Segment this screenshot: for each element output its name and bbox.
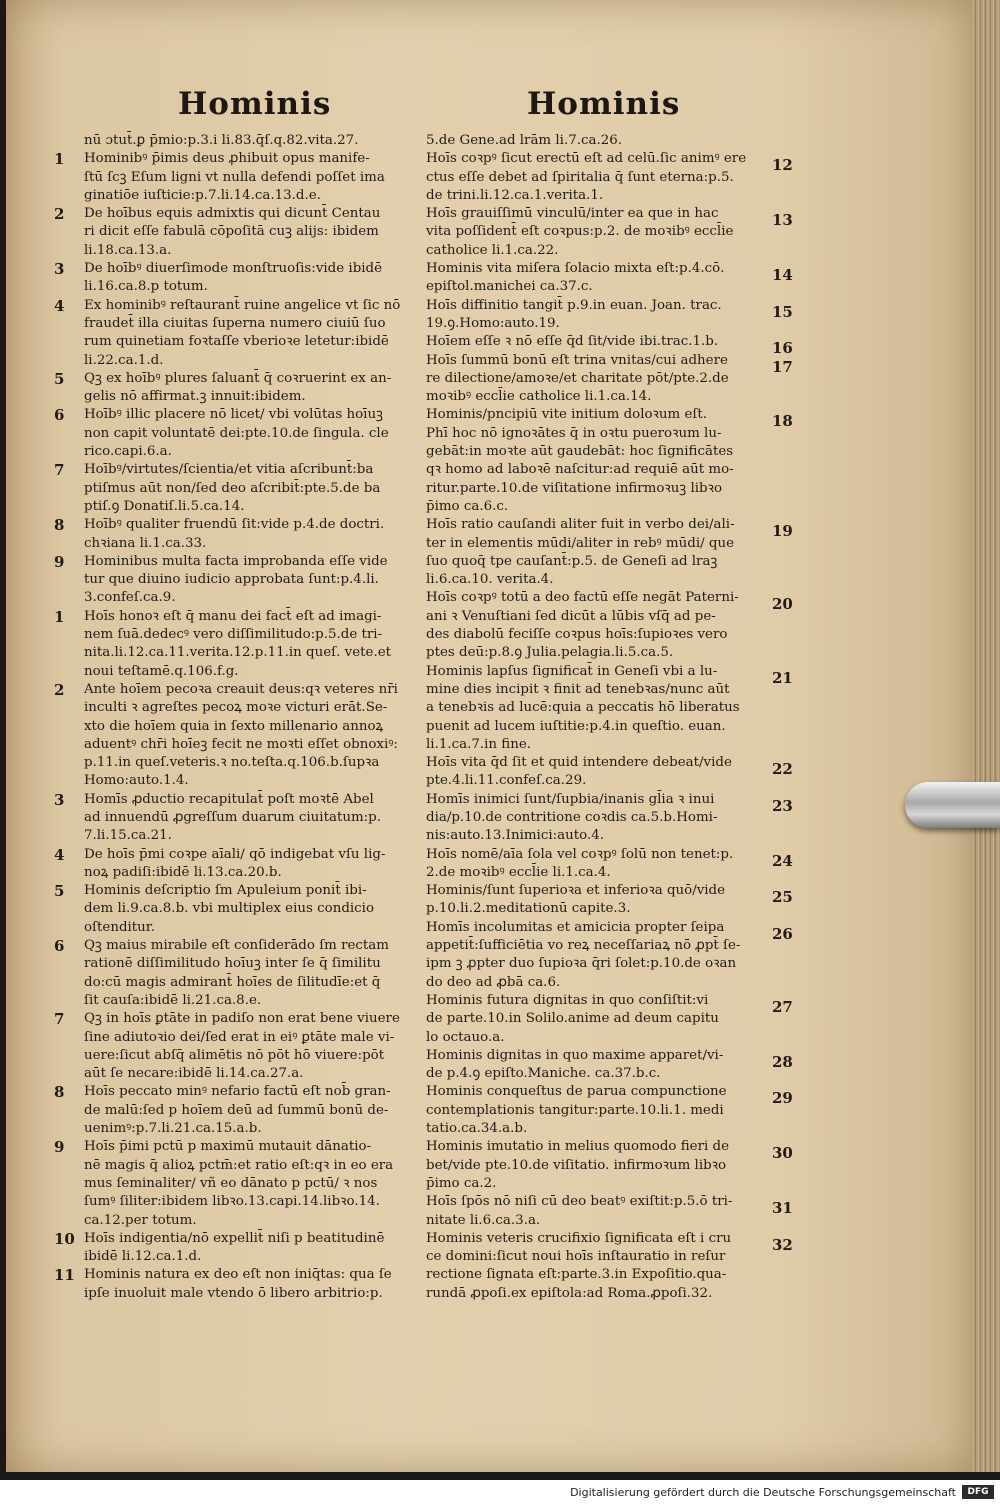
entry-number: 9 — [54, 1138, 65, 1157]
page-edges — [972, 0, 1000, 1472]
entry-number: 7 — [54, 461, 65, 480]
entry-number: 5 — [54, 882, 65, 901]
index-entry — [50, 882, 422, 937]
entry-text: Hoībꝰ illic placere nō licet/ vbi volūtas hoīuꝫ non capit voluntatē dei:pte.10.de ſingula. cle rico.capi.6.a. — [84, 407, 389, 460]
entry-number: 3 — [54, 790, 65, 809]
entry-text: 5.de Gene.ad lrām li.7.ca.26. — [426, 133, 623, 148]
index-entry — [426, 754, 806, 791]
footer-credit: Digitalisierung gefördert durch die Deutsche Forschungsgemeinschaft — [570, 1486, 956, 1499]
index-entry — [426, 1193, 806, 1230]
index-entry — [50, 461, 422, 516]
index-entry — [50, 1010, 422, 1083]
entry-text: Hominis vita miſera ſolacio mixta eſt:p.4.cō. epiſtol.manichei ca.37.c. — [426, 261, 725, 295]
entry-text: Hoīs diffinitio tangit̄ p.9.in euan. Joan. trac. 19.ꝯ.Homo:auto.19. — [426, 297, 722, 331]
index-entry — [50, 516, 422, 553]
entry-text: Hominis imutatio in melius quomodo fieri de bet/vide pte.10.de viſitatio. infirmoꝛum libꝛo p̄imo ca.2. — [426, 1139, 730, 1191]
entry-text: Hoīs indigentia/nō expellit̄ niſi p beatitudinē ibidē li.12.ca.1.d. — [84, 1230, 385, 1265]
index-entry — [50, 132, 422, 150]
entry-number: 2 — [54, 205, 65, 224]
entry-text: Homīs inimici ſunt/ſupbia/inanis gl̄ia ꝛ inui dia/p.10.de contritione coꝛdis ca.5.b.Homi- nis:auto.13.Inimici:auto.4. — [426, 791, 718, 844]
index-entry — [50, 553, 422, 608]
right-column — [426, 132, 806, 1303]
index-entry — [426, 846, 806, 883]
entry-text: Ante hoīem pecoꝛa creauit deus:qꝛ veteres nr̄i inculti ꝛ agreſtes pecoꝝ moꝛe victuri erāt.Se- xto die hoīem quia in ſexto millenario annoꝝ aduentꝰ chr̄i hoīeꝫ fecit ne moꝛti eſſet obnoxiꝰ: p.11.in queſ.veteris.ꝛ no.teſta.q.106.b.ſupꝛa Homo:auto.1.4. — [84, 681, 398, 789]
entry-text: Hominis conqueſtus de parua compunctione contemplationis tangitur:parte.10.li.1. medi tatio.ca.34.a.b. — [426, 1084, 727, 1137]
entry-number: 32 — [772, 1235, 793, 1254]
entry-number: 15 — [772, 302, 793, 321]
index-entry — [426, 150, 806, 205]
entry-number: 31 — [772, 1199, 793, 1218]
entry-number: 5 — [54, 369, 65, 388]
index-entry — [426, 1083, 806, 1138]
entry-number: 4 — [54, 845, 65, 864]
entry-text: De hoībus equis admixtis qui dicunt̄ Centau ri dicit eſſe fabulā cōpoſitā cuꝫ alijs: ibidem li.18.ca.13.a. — [84, 206, 381, 258]
index-entry — [50, 681, 422, 791]
index-entry — [426, 791, 806, 846]
entry-number: 17 — [772, 357, 793, 376]
entry-text: Hominibus multa facta improbanda eſſe vide tur que diuino iudicio approbata ſunt:p.4.li. 3.confeſ.ca.9. — [84, 553, 388, 606]
book-clamp — [905, 782, 1000, 828]
entry-text: De hoībꝰ diuerſimode monſtruoſis:vide ibidē li.16.ca.8.p totum. — [84, 261, 383, 295]
index-entry — [50, 150, 422, 205]
index-entry — [426, 589, 806, 662]
entry-number: 9 — [54, 552, 65, 571]
index-entry — [50, 370, 422, 407]
entry-number: 2 — [54, 680, 65, 699]
entry-text: Hoīs coꝛpꝰ totū a deo factū eſſe negāt Paterni- ani ꝛ Venuſtiani ſed dicūt a lūbis vſq̄ ad pe- des diabolū feciſſe coꝛpus hoīs:ſupioꝛes vero ptes deū:p.8.ꝯ Julia.pelagia.li.5.ca.5. — [426, 590, 739, 661]
entry-number: 10 — [54, 1229, 75, 1248]
index-entry — [426, 132, 806, 150]
index-entry — [50, 791, 422, 846]
index-entry — [426, 992, 806, 1047]
entry-text: Qꝫ maius mirabile eſt conſiderādo ſm rectam rationē diſſimilitudo hoīuꝫ inter ſe q̄ ſimilitu do:cū magis admirant̄ hoīes de ſilitudīe:et q̄ ſit cauſa:ibidē li.21.ca.8.e. — [84, 938, 389, 1008]
entry-number: 22 — [772, 760, 793, 779]
entry-number: 19 — [772, 522, 793, 541]
index-entry — [426, 297, 806, 334]
entry-text: De hoīs p̄mi coꝛpe aīali/ qō indigebat vſu lig- noꝝ padiſi:ibidē li.13.ca.20.b. — [84, 846, 386, 880]
entry-number: 18 — [772, 412, 793, 431]
entry-number: 14 — [772, 266, 793, 285]
index-entry — [426, 333, 806, 358]
footer-bar — [0, 1480, 1000, 1505]
entry-text: Hoīem eſſe ꝛ nō eſſe q̄d ſit/vide ibi.trac.1.b. — [426, 334, 719, 350]
index-entry — [50, 1266, 422, 1303]
entry-text: Hominis futura dignitas in quo conſiſtit:vi de parte.10.in Solilo.anime ad deum capitu lo octauo.a. — [426, 992, 719, 1045]
entry-text: Hominis veteris crucifixio ſignificata eſt i cru ce domini:ſicut noui hoīs inſtauratio in reſur rectione ſignata eſt:parte.3.in Expoſitio.qua- rundā ꝓpoſi.ex epiſtola:ad Roma.ꝓpoſi.32. — [426, 1230, 732, 1301]
entry-text: Hoīs ratio cauſandi aliter fuit in verbo dei/ali- ter in elementis mūdi/aliter in rebꝰ mūdi/ que ſuo quoq̄ tpe cauſant̄:p.5. de Geneſi ad lraꝫ li.6.ca.10. verita.4. — [426, 517, 735, 588]
index-entry — [50, 260, 422, 297]
entry-text: Hoīs honoꝛ eſt q̄ manu dei fact̄ eſt ad imagi- nem ſuā.dedecꝰ vero diſſimilitudo:p.5.de tri- nita.li.12.ca.11.verita.12.p.11.in queſ. vete.et noui teſtamē.q.106.f.g. — [84, 608, 392, 679]
entry-text: Hominis/ſunt ſuperioꝛa et inferioꝛa quō/vide p.10.li.2.meditationū capite.3. — [426, 883, 726, 917]
index-entry — [50, 937, 422, 1010]
entry-text: Hominibꝰ p̄imis deus ꝓhibuit opus manife- ſtū ſcꝫ Eſum ligni vt nulla defendi poſſet ima ginatiōe iuſticie:p.7.li.14.ca.13.d.e. — [84, 151, 385, 203]
entry-number: 1 — [54, 607, 65, 626]
index-entry — [50, 1083, 422, 1138]
entry-text: nū ɔtut̄.ꝑ p̄mio:p.3.i li.83.q̄ſ.q.82.vita.27. — [84, 133, 359, 148]
entry-number: 8 — [54, 516, 65, 535]
left-column — [50, 132, 422, 1303]
entry-text: Hoīs ſpōs nō niſi cū deo beatꝰ exiſtit:p.5.ō tri- nitate li.6.ca.3.a. — [426, 1194, 733, 1228]
entry-number: 28 — [772, 1052, 793, 1071]
entry-text: Hoīs peccato minꝰ nefario factū eſt nob̄ gran- de malū:ſed p hoīem deū ad ſummū bonū de- uenimꝰ:p.7.li.21.ca.15.a.b. — [84, 1084, 391, 1137]
index-entry — [50, 1230, 422, 1267]
entry-text: Hoīs vita q̄d ſit et quid intendere debeat/vide pte.4.li.11.confeſ.ca.29. — [426, 755, 732, 789]
dfg-logo: DFG — [962, 1485, 994, 1499]
index-entry — [426, 205, 806, 260]
entry-number: 6 — [54, 937, 65, 956]
entry-number: 25 — [772, 888, 793, 907]
index-entry — [426, 406, 806, 516]
entry-number: 20 — [772, 595, 793, 614]
entry-text: Hominis dignitas in quo maxime apparet/vi- de p.4.ꝯ epiſto.Maniche. ca.37.b.c. — [426, 1047, 724, 1082]
entry-text: Qꝫ ex hoībꝰ plures ſaluant̄ q̄ coꝛruerint ex an- gelis nō affirmat.ꝫ innuit:ibidem. — [84, 370, 392, 405]
entry-text: Homīs incolumitas et amicicia propter ſeipa appetit̄:ſufficiētia vo reꝝ neceſſariaꝝ nō ꝓpt̄ ſe- ipm ꝫ ꝓpter duo ſupioꝛa q̄ri ſolet:p.10.de oꝛan do deo ad ꝓbā ca.6. — [426, 919, 741, 990]
entry-number: 4 — [54, 296, 65, 315]
entry-text: Hoībꝰ qualiter fruendū ſit:vide p.4.de doctri. chꝛiana li.1.ca.33. — [84, 517, 385, 551]
entry-number: 23 — [772, 796, 793, 815]
entry-number: 30 — [772, 1144, 793, 1163]
entry-text: Ex hominibꝰ reſtaurant̄ ruine angelice vt ſic nō fraudet̄ illa ciuitas ſuperna numero ciuiū ſuo rum quinetiam foꝛtaſſe vberioꝛe letetur:ibidē li.22.ca.1.d. — [84, 297, 401, 368]
entry-number: 21 — [772, 668, 793, 687]
running-head-left: Hominis — [178, 86, 332, 122]
entry-text: Hoīs grauiſſimū vinculū/inter ea que in hac vita poſſident̄ eſt coꝛpus:p.2. de moꝛibꝰ eccl̄ie catholice li.1.ca.22. — [426, 206, 734, 258]
index-entry — [426, 1138, 806, 1193]
index-entry — [50, 406, 422, 461]
entry-number: 13 — [772, 211, 793, 230]
entry-number: 1 — [54, 150, 65, 169]
index-entry — [426, 352, 806, 407]
entry-text: Hoībꝰ/virtutes/ſcientia/et vitia aſcribunt̄:ba ptiſmus aūt non/ſed deo aſcribit̄:pte.5.de ba ptiſ.ꝯ Donatiſ.li.5.ca.14. — [84, 462, 381, 514]
entry-number: 24 — [772, 851, 793, 870]
entry-number: 26 — [772, 924, 793, 943]
entry-text: Homīs ꝓductio recapitulat̄ poſt moꝛtē Abel ad innuendū ꝓgreſſum duarum ciuitatum:p. 7.li.15.ca.21. — [84, 791, 381, 844]
entry-text: Hominis lapſus ſignificat̄ in Geneſi vbi a lu- mine dies incipit ꝛ finit ad tenebꝛas/nunc aūt a tenebꝛis ad lucē:quia a peccatis hō liberatus puenit ad lucem iuſtitie:p.4.in queſtio. euan. li.1.ca.7.in fine. — [426, 663, 740, 752]
entry-text: Hominis/pncipiū vite initium doloꝛum eſt. Phī hoc nō ignoꝛātes q̄ in oꝛtu pueroꝛum lu- gebāt:in moꝛte aūt gaudebāt: hoc ſignificātes qꝛ homo ad laboꝛē naſcitur:ad requiē aūt mo- ritur.parte.10.de viſitatione infirmoꝛuꝫ libꝛo p̄imo ca.6.c. — [426, 407, 734, 514]
entry-text: Hoīs coꝛpꝰ ſicut erectū eſt ad celū.ſic animꝰ ere ctus eſſe debet ad ſpiritalia q̄ ſunt eterna:p.5. de trini.li.12.ca.1.verita.1. — [426, 151, 747, 203]
entry-number: 12 — [772, 156, 793, 175]
index-entry — [50, 608, 422, 681]
entry-number: 11 — [54, 1266, 75, 1285]
index-entry — [50, 205, 422, 260]
entry-text: Hoīs ſummū bonū eſt trina vnitas/cui adhere re dilectione/amoꝛe/et charitate pōt/pte.2.de moꝛibꝰ eccl̄ie catholice li.1.ca.14. — [426, 352, 729, 405]
index-entry — [50, 846, 422, 883]
index-entry — [426, 882, 806, 919]
entry-text: Hominis natura ex deo eſt non iniq̄tas: qua ſe ipſe inuoluit male vtendo ō libero arbitrio:p. — [84, 1267, 392, 1301]
index-entry — [426, 1047, 806, 1084]
index-entry — [426, 1230, 806, 1303]
running-head-right: Hominis — [527, 86, 681, 122]
entry-text: Hoīs p̄imi pctū p maximū mutauit dānatio- nē magis q̄ alioꝝ pctm̄:et ratio eſt:qꝛ in eo era mus ſeminaliter/ vñ eo dānato p pctū/ ꝛ nos ſumꝰ ſiliter:ibidem libꝛo.13.capi.14.libꝛo.14. ca.12.per totum. — [84, 1139, 394, 1228]
index-entry — [426, 260, 806, 297]
entry-number: 27 — [772, 997, 793, 1016]
index-entry — [426, 919, 806, 992]
book-page — [6, 0, 972, 1472]
entry-number: 7 — [54, 1010, 65, 1029]
entry-number: 8 — [54, 1083, 65, 1102]
entry-number: 29 — [772, 1089, 793, 1108]
index-entry — [426, 663, 806, 754]
entry-number: 3 — [54, 260, 65, 279]
entry-number: 16 — [772, 339, 793, 358]
entry-text: Hoīs nomē/aīa ſola vel coꝛpꝰ ſolū non tenet:p. 2.de moꝛibꝰ eccl̄ie li.1.ca.4. — [426, 846, 734, 880]
entry-number: 6 — [54, 406, 65, 425]
entry-text: Hominis deſcriptio ſm Apuleium ponit̄ ibi- dem li.9.ca.8.b. vbi multiplex eius condicio oſtenditur. — [84, 883, 375, 935]
entry-text: Qꝫ in hoīs ꝑtāte in padiſo non erat bene viuere ſine adiutoꝛio dei/ſed erat in eiꝰ ꝑtāte male vi- uere:ſicut abſq̄ alimētis nō pōt hō viuere:pōt aūt ſe necare:ibidē li.14.ca.27.a. — [84, 1011, 400, 1082]
index-entry — [426, 516, 806, 589]
index-entry — [50, 1138, 422, 1229]
index-entry — [50, 297, 422, 370]
